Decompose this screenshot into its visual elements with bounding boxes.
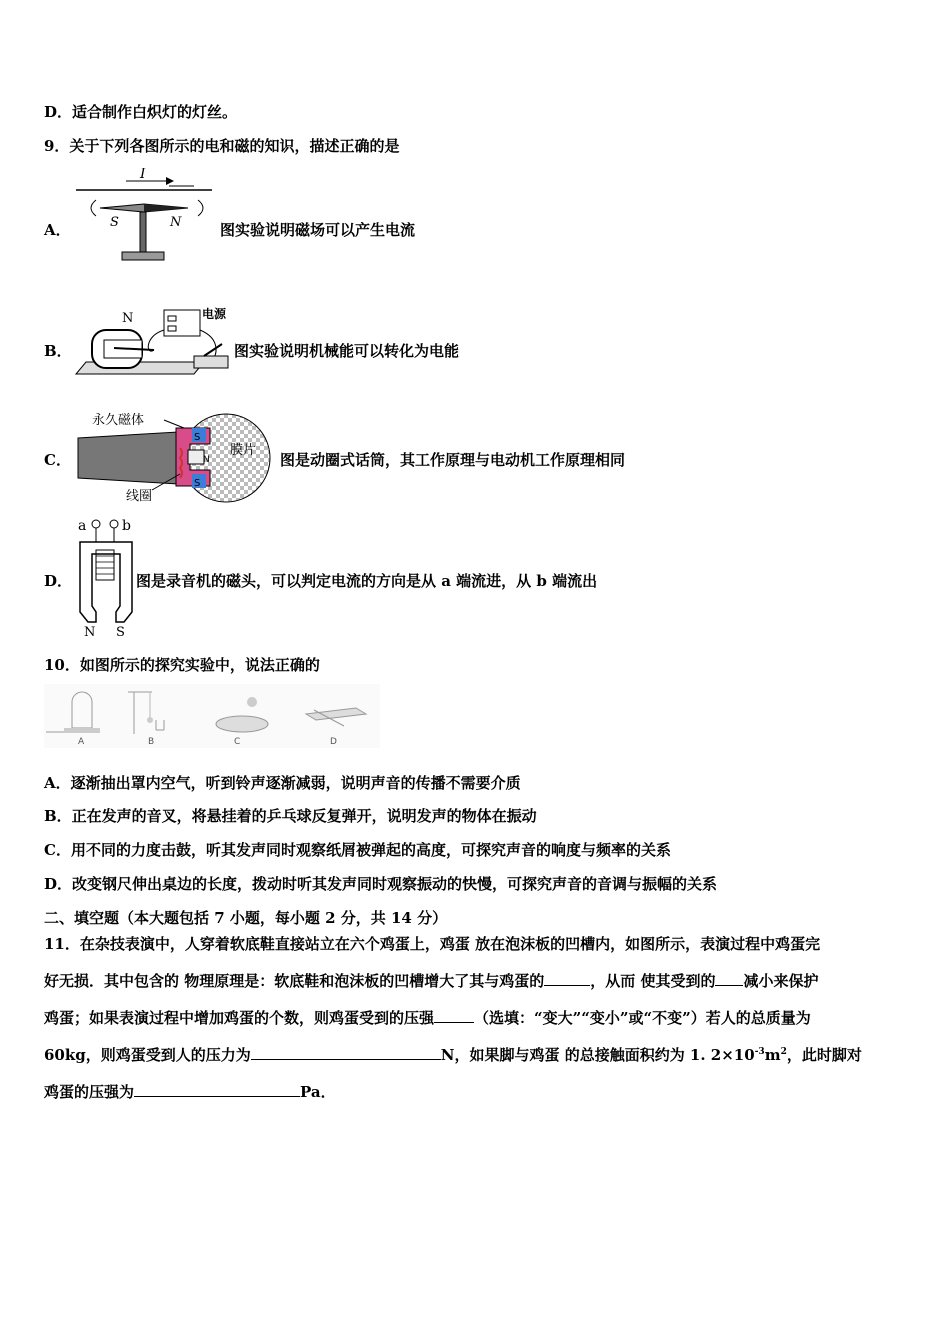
blank-3[interactable] <box>434 1008 474 1023</box>
terminal-b-label: b <box>122 518 131 534</box>
q11-line-1: 11．在杂技表演中，人穿着软底鞋直接站立在六个鸡蛋上，鸡蛋 放在泡沫板的凹槽内，如图所示，表演过程中鸡蛋完 <box>44 935 821 953</box>
coil-label: 线圈 <box>126 489 153 504</box>
q10-option-a: A．逐渐抽出罩内空气，听到铃声逐渐减弱，说明声音的传播不需要介质 <box>44 774 521 792</box>
q11-line-5 <box>44 1082 336 1102</box>
blank-2[interactable] <box>715 971 743 986</box>
q9-option-b-text: 图实验说明机械能可以转化为电能 <box>234 342 460 360</box>
fig-label-d: D <box>330 737 337 747</box>
pole-n: N <box>203 455 210 465</box>
blank-4[interactable] <box>251 1045 441 1060</box>
option-d8-text: D．适合制作白炽灯的灯丝。 <box>44 103 238 121</box>
q9-option-d-text: 图是录音机的磁头，可以判定电流的方向是从 a 端流进，从 b 端流出 <box>136 572 598 590</box>
q11-line-2a: 好无损．其中包含的 物理原理是：软底鞋和泡沫板的凹槽增大了其与鸡蛋的 <box>44 972 545 990</box>
q9-a-figure-compass-wire <box>74 168 214 264</box>
q11-line-5a: 鸡蛋的压强为 <box>44 1083 135 1101</box>
q9-option-b-label: B． <box>44 342 72 360</box>
q9-option-a-text: 图实验说明磁场可以产生电流 <box>220 221 416 239</box>
q9-b-figure-magnet-circuit <box>74 300 234 386</box>
q11-line-2c: 减小来保护 <box>743 972 819 990</box>
switch <box>194 356 228 368</box>
q11-line-4a: 60kg，则鸡蛋受到人的压力为 <box>44 1046 251 1064</box>
permanent-magnet-label: 永久磁体 <box>92 413 145 428</box>
question-9-stem: 9．关于下列各图所示的电和磁的知识，描述正确的是 <box>44 137 400 155</box>
q9-option-c-text: 图是动圈式话筒，其工作原理与电动机工作原理相同 <box>280 451 626 469</box>
q9-c-figure-microphone <box>68 402 278 506</box>
q10-option-c: C．用不同的力度击鼓，听其发声同时观察纸屑被弹起的高度，可探究声音的响度与频率的关系 <box>44 841 671 859</box>
section-2-heading: 二、填空题（本大题包括 7 小题，每小题 2 分，共 14 分） <box>44 909 448 927</box>
q11-line-3 <box>44 1008 811 1028</box>
q11-line-4b: N，如果脚与鸡蛋 的总接触面积约为 1. 2×10 <box>440 1046 755 1064</box>
q11-line-2 <box>44 971 818 991</box>
q10-option-d: D．改变钢尺伸出桌边的长度，拨动时听其发声同时观察振动的快慢，可探究声音的音调与振幅的关系 <box>44 875 718 893</box>
south-pole-label: S <box>110 215 119 230</box>
q11-line-4 <box>44 1045 862 1065</box>
q11-line-2b: ，从而 使其受到的 <box>590 972 716 990</box>
power-label: 电源 <box>202 307 227 321</box>
pole-s-top: S <box>194 432 201 443</box>
fig-label-b: B <box>148 737 155 747</box>
exponent-minus-3: -3 <box>754 1047 765 1057</box>
q10-figure-strip <box>44 684 380 748</box>
pole-n-label: N <box>84 625 96 640</box>
diaphragm-label: 膜片 <box>230 443 257 458</box>
head-core <box>80 542 132 622</box>
q9-d-figure-magnetic-head <box>74 514 138 640</box>
q11-line-5b: Pa． <box>300 1083 336 1101</box>
blank-1[interactable] <box>544 971 590 986</box>
q11-line-4d: ，此时脚对 <box>786 1046 862 1064</box>
terminal-a-label: a <box>78 518 87 534</box>
q10-option-b: B．正在发声的音叉，将悬挂着的乒乓球反复弹开，说明发声的物体在振动 <box>44 807 537 825</box>
north-pole-label: N <box>170 215 182 230</box>
fig-label-a: A <box>78 737 85 747</box>
q9-option-c-label: C． <box>44 451 71 469</box>
fig-label-c: C <box>234 737 241 747</box>
question-10-stem: 10．如图所示的探究实验中，说法正确的 <box>44 656 320 674</box>
blank-5[interactable] <box>134 1082 300 1097</box>
q11-line-3a: 鸡蛋；如果表演过程中增加鸡蛋的个数，则鸡蛋受到的压强 <box>44 1009 435 1027</box>
magnet-north-label: N <box>122 311 134 326</box>
exponent-2: 2 <box>780 1047 787 1057</box>
power-box <box>164 310 200 336</box>
pole-s-label: S <box>116 625 125 640</box>
q11-line-4c: m <box>764 1046 781 1064</box>
q11-line-3b: （选填：“变大”“变小”或“不变”）若人的总质量为 <box>474 1009 811 1027</box>
q9-option-a-label: A． <box>44 221 71 239</box>
current-label: I <box>140 168 146 182</box>
q9-option-d-label: D． <box>44 572 73 590</box>
pole-s-bottom: S <box>194 478 201 489</box>
